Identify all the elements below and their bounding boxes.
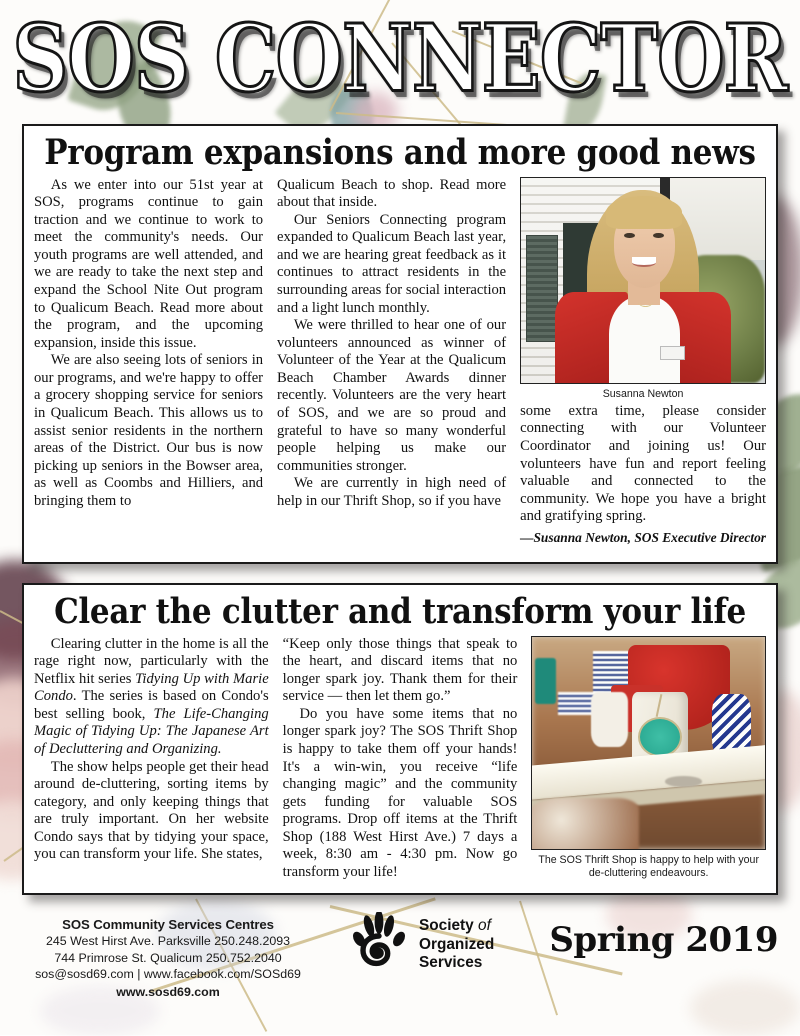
website-link[interactable]: www.sosd69.com [116, 984, 220, 999]
issue-date: Spring 2019 [549, 920, 778, 960]
paragraph: “Keep only those things that speak to the heart, and discard items that no longer spark joy. Thank them for their service — then let them go.” [282, 635, 518, 705]
logo-word-of: of [478, 917, 491, 935]
article-columns [24, 630, 776, 888]
article-column-3 [520, 177, 766, 546]
logo-word-society: Society [419, 917, 474, 935]
article-panel-top [22, 124, 778, 564]
hand-spiral-logo-icon [348, 912, 410, 978]
portrait-photo [520, 177, 766, 384]
logo-line-3: Services [419, 954, 483, 972]
paragraph: We are also seeing lots of seniors in our programs, and we're happy to offer a grocery shopping service for seniors in Qualicum Beach. This allows us to assist senior residents in the northern areas of the District. Our bus is now picking up seniors in the Bowser area, as well as Coombs and Hilliers, and bringing them to [34, 352, 264, 509]
paragraph: We are currently in high need of help in our Thrift Shop, so if you have [277, 475, 507, 509]
email-and-facebook[interactable]: sos@sosd69.com | www.facebook.com/SOSd69 [35, 967, 301, 982]
organization-name: SOS Community Services Centres [62, 917, 274, 932]
article-column-2 [283, 636, 518, 882]
article-column-2 [277, 177, 506, 546]
paragraph: The show helps people get their head around de-cluttering, sorting items by category, and only keeping things that are truly important. On her website Condo says that by tidying your space, you can transform your life. She states, [34, 758, 269, 863]
paragraph: Our Seniors Connecting program expanded to Qualicum Beach last year, and we are hearing great feedback as it continues to attract residents in the surrounding areas for social interaction and a light lunch monthly. [277, 211, 507, 316]
article-columns [24, 171, 776, 552]
italic-title: Tidying Up with Marie Condo [34, 670, 269, 705]
italic-title: The Life-Changing Magic of Tidying Up: The Japanese Art of Decluttering and Organizing. [34, 705, 269, 758]
address-parksville: 245 West Hirst Ave. Parksville 250.248.2093 [45, 934, 291, 949]
text-run: Clearing clutter in the home is all the rage right now, particularly with the Netflix hit series [34, 635, 269, 687]
address-qualicum: 744 Primrose St. Qualicum 250.752.2040 [54, 950, 282, 965]
article-column-1 [34, 177, 263, 546]
masthead [0, 0, 800, 118]
article-column-3 [531, 636, 766, 882]
article-byline: —Susanna Newton, SOS Executive Director [520, 529, 766, 545]
paragraph: some extra time, please consider connecting with our Volunteer Coordinator and joining us! Our volunteers have fun and report feeling valuable and connected to the community. We hope you have a bright and gratifying spring. [520, 402, 766, 525]
sos-logo [348, 912, 494, 978]
text-run: . The series is based on Condo's best selling book, [34, 688, 269, 722]
thrift-shop-photo [531, 636, 766, 850]
paragraph: Qualicum Beach to shop. Read more about that inside. [277, 176, 507, 211]
masthead-title: SOS CONNECTOR [12, 4, 788, 113]
logo-line-1 [419, 917, 494, 935]
photo-caption: The SOS Thrift Shop is happy to help with your de-cluttering endeavours. [538, 853, 759, 879]
article-body [283, 636, 518, 882]
article-body [34, 177, 263, 511]
logo-text [419, 917, 494, 972]
article-headline: Program expansions and more good news [44, 132, 756, 174]
paragraph: We were thrilled to hear one of our volunteers announced as winner of Volunteer of the Year at the Qualicum Beach Chamber Awards dinner recently. Volunteers are the very heart of SOS, and we are so proud and grateful to have so many wonderful people helping us make our communities stronger. [277, 317, 507, 474]
paragraph [34, 636, 269, 759]
article-panel-bottom [22, 583, 778, 895]
logo-line-2: Organized [419, 935, 495, 953]
thrift-shop-image [532, 637, 765, 849]
paragraph: Do you have some items that no longer spark joy? The SOS Thrift Shop is happy to take them off your hands! It's a win-win, you receive “life changing magic” and the community gets funding for valuable SOS programs. Drop off items at the Thrift Shop (188 West Hirst Ave.) 7 days a week, 8:30 am - 4:30 pm. Now go transform your life! [282, 705, 518, 881]
contact-block [18, 916, 318, 1000]
portrait-image [521, 178, 765, 383]
article-headline: Clear the clutter and transform your life [54, 591, 746, 633]
article-body [277, 177, 506, 511]
article-body [520, 403, 766, 526]
photo-caption: Susanna Newton [602, 387, 684, 400]
paragraph: As we enter into our 51st year at SOS, programs continue to gain traction and we continue to work to meet the community's needs. Our youth programs are well attended, and we are ready to take the next step and expand the School Nite Out program to Qualicum Beach. Read more about the program, and the upcoming expansion, inside this issue. [34, 176, 264, 351]
article-column-1 [34, 636, 269, 882]
article-body [34, 636, 269, 865]
